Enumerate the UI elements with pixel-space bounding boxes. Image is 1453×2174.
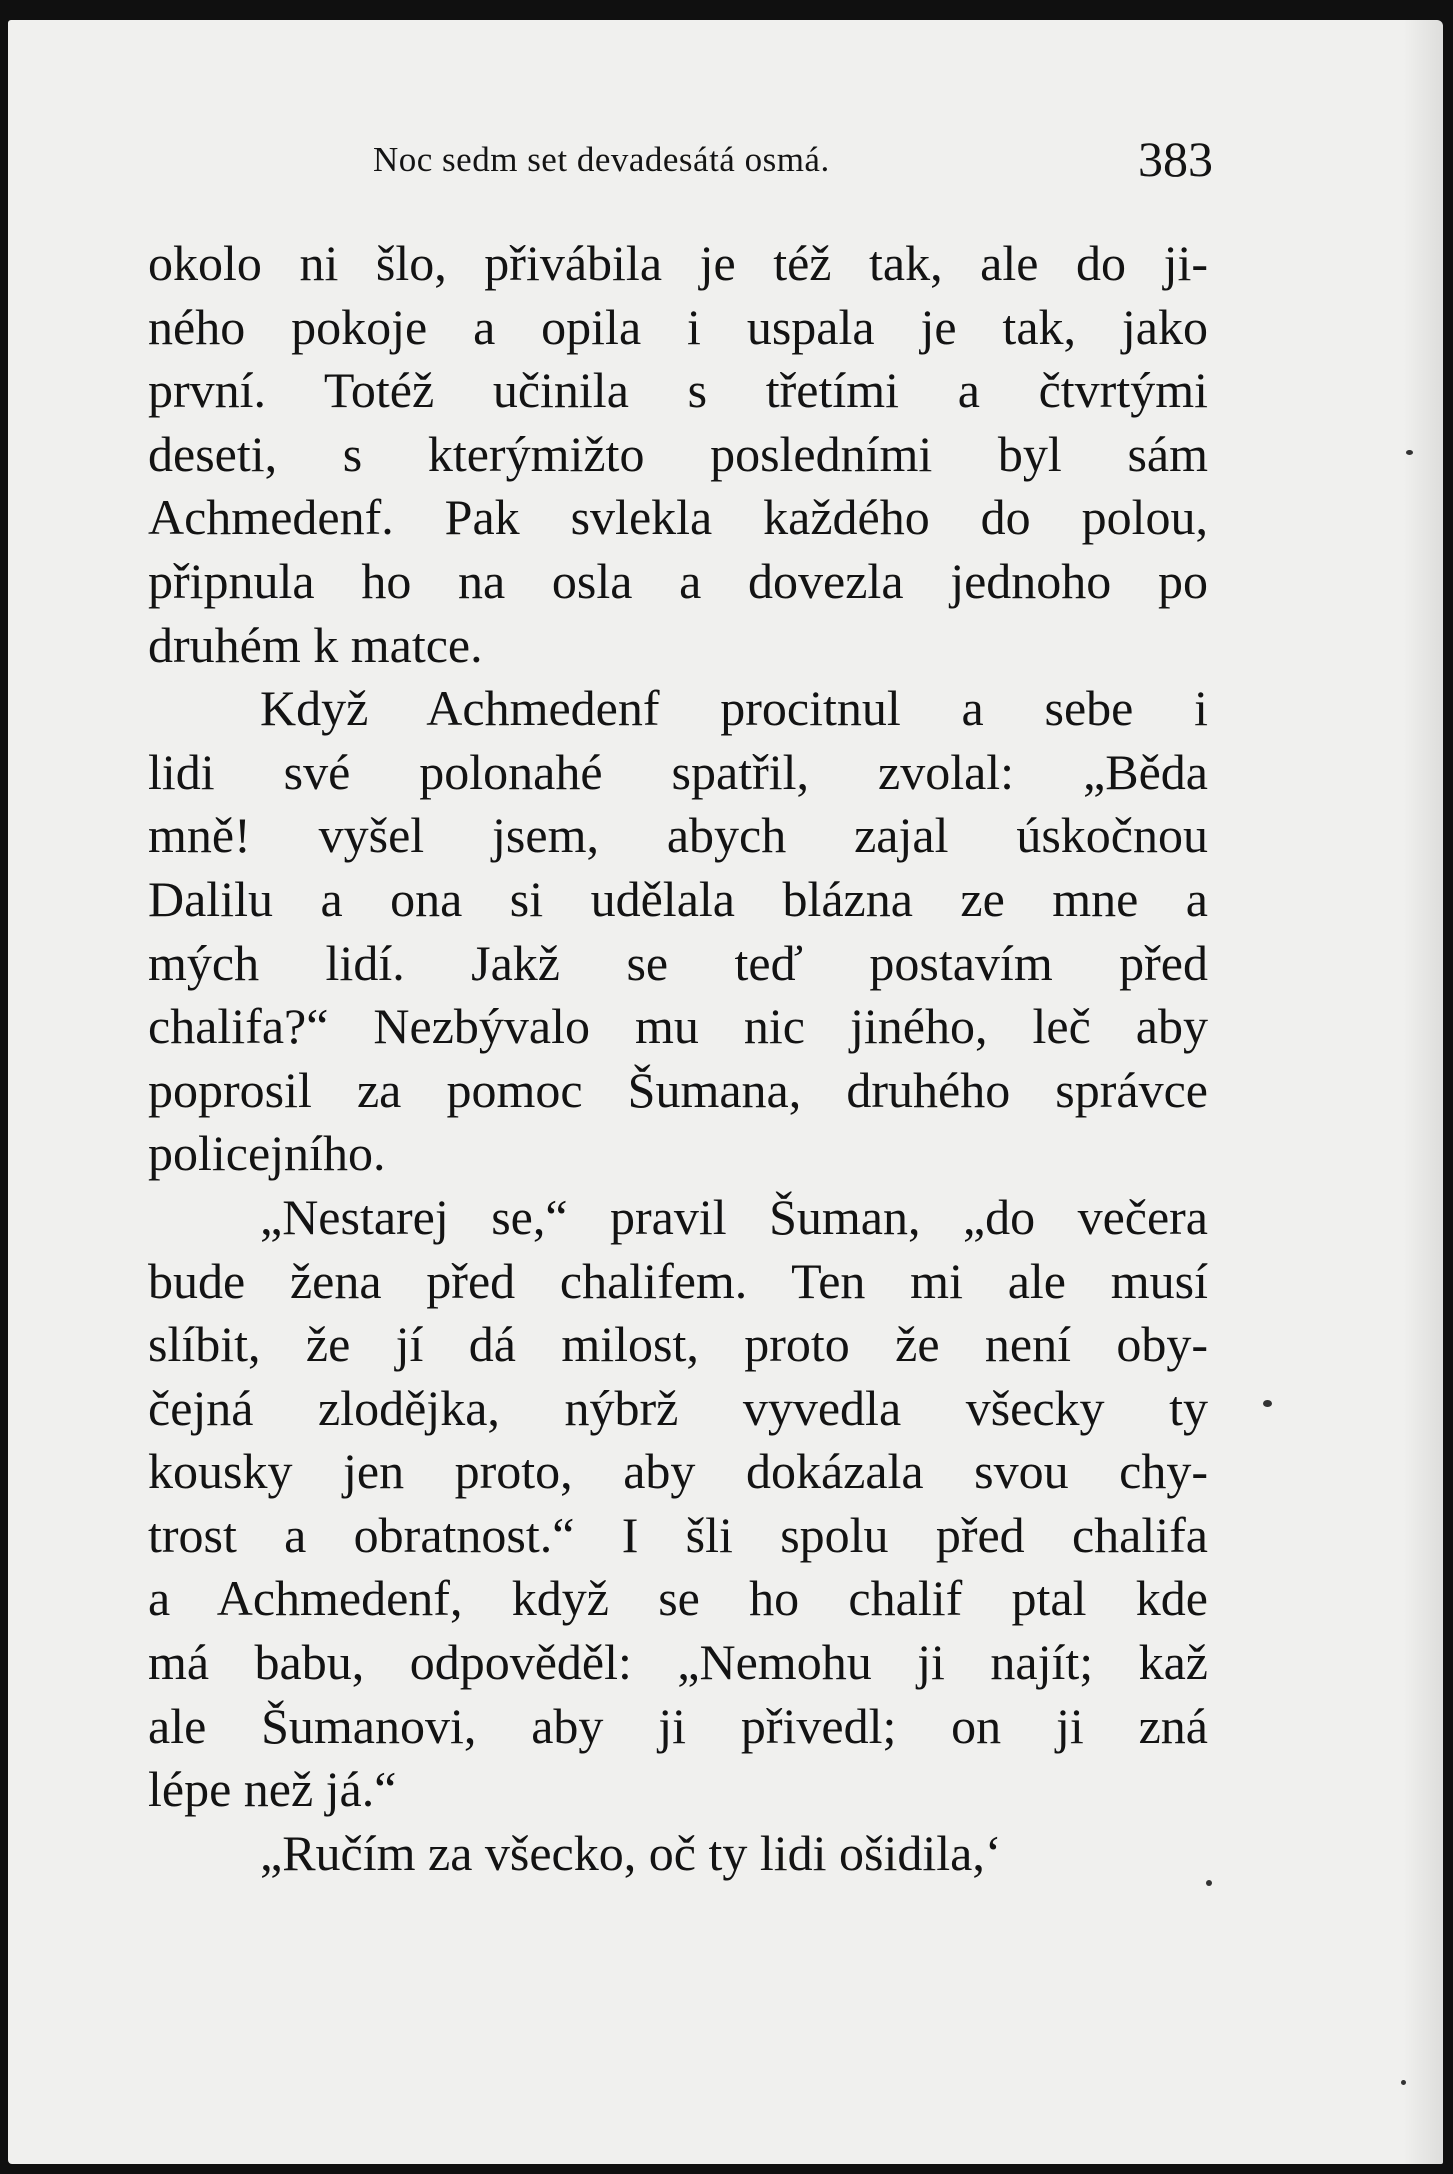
page-number: 383 bbox=[1138, 131, 1213, 187]
page-edge-shadow bbox=[1403, 20, 1443, 2164]
text-line: mně! vyšel jsem, abych zajal úskočnou bbox=[148, 807, 1208, 864]
text-line: deseti, s kterýmižto posledními byl sám bbox=[148, 425, 1208, 482]
text-line: trost a obratnost.“ I šli spolu před chalifa bbox=[148, 1506, 1208, 1563]
text-line: připnula ho na osla a dovezla jednoho po bbox=[148, 552, 1208, 609]
text-line: mých lidí. Jakž se teď postavím před bbox=[148, 934, 1208, 991]
text-line: Achmedenf. Pak svlekla každého do polou, bbox=[148, 489, 1208, 546]
book-page bbox=[8, 20, 1443, 2164]
text-line: lépe než já.“ bbox=[148, 1761, 397, 1818]
text-line: druhém k matce. bbox=[148, 616, 483, 673]
text-line: Dalilu a ona si udělala blázna ze mne a bbox=[148, 870, 1208, 927]
text-line: ale Šumanovi, aby ji přivedl; on ji zná bbox=[148, 1697, 1208, 1754]
text-line: okolo ni šlo, přivábila je též tak, ale do ji- bbox=[148, 235, 1208, 291]
text-line: „Ručím za všecko, oč ty lidi ošidila,‘ bbox=[260, 1824, 1002, 1881]
text-line: první. Totéž učinila s třetími a čtvrtými bbox=[148, 362, 1208, 419]
text-line: poprosil za pomoc Šumana, druhého správce bbox=[148, 1061, 1208, 1118]
text-line: ného pokoje a opila i uspala je tak, jako bbox=[148, 298, 1208, 355]
text-line: „Nestarej se,“ pravil Šuman, „do večera bbox=[260, 1188, 1208, 1245]
body-text bbox=[148, 232, 1208, 1885]
text-line: má babu, odpověděl: „Nemohu ji najít; kaž bbox=[148, 1634, 1208, 1691]
text-line: slíbit, že jí dá milost, proto že není oby- bbox=[148, 1316, 1208, 1373]
print-speck bbox=[1206, 1880, 1212, 1886]
text-line: a Achmedenf, když se ho chalif ptal kde bbox=[148, 1570, 1208, 1627]
text-line: bude žena před chalifem. Ten mi ale musí bbox=[148, 1252, 1208, 1309]
text-line: čejná zlodějka, nýbrž vyvedla všecky ty bbox=[148, 1379, 1208, 1436]
text-line: policejního. bbox=[148, 1125, 386, 1182]
running-header bbox=[373, 130, 1213, 190]
print-speck bbox=[1406, 450, 1413, 455]
chapter-title: Noc sedm set devadesátá osmá. bbox=[373, 140, 830, 179]
print-speck bbox=[1401, 2080, 1406, 2085]
text-line: Když Achmedenf procitnul a sebe i bbox=[260, 680, 1208, 737]
text-line: lidi své polonahé spatřil, zvolal: „Běda bbox=[148, 743, 1208, 800]
print-speck bbox=[1263, 1400, 1272, 1407]
text-line: kousky jen proto, aby dokázala svou chy- bbox=[148, 1443, 1208, 1500]
text-line: chalifa?“ Nezbývalo mu nic jiného, leč aby bbox=[148, 998, 1208, 1055]
